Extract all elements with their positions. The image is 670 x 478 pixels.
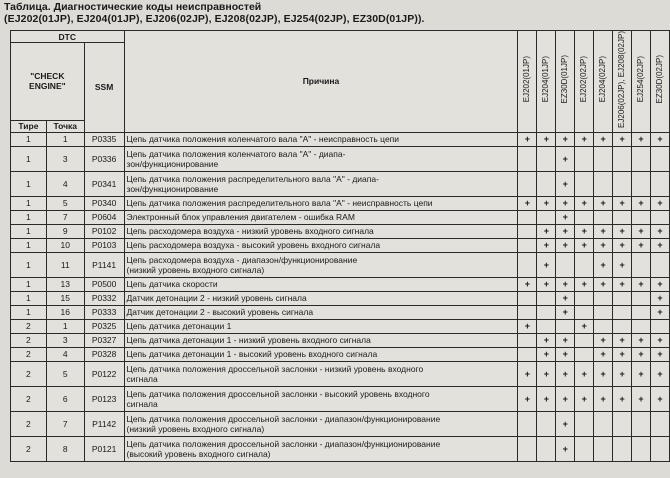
applicability-mark: + (613, 196, 632, 210)
point-cell: 1 (46, 132, 84, 146)
applicability-mark (594, 319, 613, 333)
applicability-mark (632, 171, 651, 196)
ssm-code-cell: P0103 (84, 238, 124, 252)
table-subtitle: (EJ202(01JP), EJ204(01JP), EJ206(02JP), EJ208(02JP), EJ254(02JP), EZ30D(01JP)). (4, 13, 425, 25)
applicability-mark (632, 146, 651, 171)
applicability-mark (594, 436, 613, 461)
applicability-mark (575, 171, 594, 196)
applicability-mark (537, 291, 556, 305)
applicability-mark (518, 291, 537, 305)
applicability-mark: + (613, 238, 632, 252)
applicability-mark (518, 347, 537, 361)
cause-line: Цепь датчика детонации 1 (126, 321, 232, 332)
ssm-code-cell: P0500 (84, 277, 124, 291)
applicability-mark: + (594, 196, 613, 210)
applicability-mark: + (556, 347, 575, 361)
type-cell: 1 (11, 132, 47, 146)
cause-cell (124, 210, 518, 224)
engine-header: EJ204(02JP) (594, 31, 613, 133)
engine-header: EJ202(02JP) (575, 31, 594, 133)
applicability-mark: + (518, 277, 537, 291)
applicability-mark: + (556, 411, 575, 436)
applicability-mark: + (537, 333, 556, 347)
engine-header: EJ254(02JP) (632, 31, 651, 133)
point-cell: 1 (46, 319, 84, 333)
point-cell: 6 (46, 386, 84, 411)
point-cell: 7 (46, 411, 84, 436)
cause-line: зон/функционирование (126, 158, 219, 169)
applicability-mark: + (594, 361, 613, 386)
applicability-mark (575, 333, 594, 347)
applicability-mark: + (556, 277, 575, 291)
applicability-mark: + (537, 347, 556, 361)
applicability-mark (556, 252, 575, 277)
applicability-mark: + (556, 224, 575, 238)
cause-line: (высокий уровень входного сигнала) (126, 448, 271, 459)
applicability-mark (575, 252, 594, 277)
applicability-mark: + (537, 196, 556, 210)
applicability-mark (613, 291, 632, 305)
engine-header: EJ202(01JP) (518, 31, 537, 133)
applicability-mark: + (613, 224, 632, 238)
ssm-code-cell: P1142 (84, 411, 124, 436)
applicability-mark (632, 305, 651, 319)
type-cell: 2 (11, 319, 47, 333)
cause-header: Причина (124, 31, 518, 133)
applicability-mark: + (650, 238, 669, 252)
table-row (11, 210, 670, 224)
applicability-mark: + (632, 238, 651, 252)
table-row (11, 386, 670, 411)
cause-cell (124, 436, 518, 461)
applicability-mark: + (556, 361, 575, 386)
applicability-mark: + (556, 305, 575, 319)
applicability-mark (613, 171, 632, 196)
applicability-mark (537, 146, 556, 171)
cause-cell (124, 238, 518, 252)
cause-line: сигнала (126, 398, 158, 409)
applicability-mark: + (650, 291, 669, 305)
applicability-mark: + (632, 386, 651, 411)
engine-header: EJ206(02JP), EJ208(02JP) (613, 31, 632, 133)
point-cell: 3 (46, 333, 84, 347)
applicability-mark: + (537, 224, 556, 238)
cause-line: Цепь датчика положения коленчатого вала "А" - неисправность цепи (126, 134, 400, 145)
applicability-mark: + (575, 386, 594, 411)
table-row (11, 436, 670, 461)
cause-line: Цепь датчика положения распределительного вала "А" - неисправность цепи (126, 198, 433, 209)
applicability-mark: + (556, 196, 575, 210)
ssm-code-cell: P1141 (84, 252, 124, 277)
cause-line: Цепь датчика детонации 1 - низкий уровень входного сигнала (126, 335, 371, 346)
cause-cell (124, 361, 518, 386)
type-cell: 1 (11, 196, 47, 210)
cause-line: Цепь датчика положения дроссельной заслонки - низкий уровень входного (126, 363, 424, 374)
cause-cell (124, 277, 518, 291)
cause-line: (низкий уровень входного сигнала) (126, 423, 265, 434)
ssm-code-cell: P0123 (84, 386, 124, 411)
table-row (11, 319, 670, 333)
applicability-mark (613, 210, 632, 224)
ssm-code-cell: P0121 (84, 436, 124, 461)
applicability-mark: + (575, 361, 594, 386)
applicability-mark: + (537, 361, 556, 386)
cause-cell (124, 196, 518, 210)
applicability-mark: + (556, 132, 575, 146)
point-cell: 8 (46, 436, 84, 461)
applicability-mark: + (518, 386, 537, 411)
point-cell: 11 (46, 252, 84, 277)
applicability-mark (650, 411, 669, 436)
table-row (11, 171, 670, 196)
cause-cell (124, 305, 518, 319)
table-row (11, 252, 670, 277)
cause-line: (низкий уровень входного сигнала) (126, 264, 265, 275)
applicability-mark (537, 210, 556, 224)
applicability-mark: + (594, 386, 613, 411)
applicability-mark (594, 291, 613, 305)
applicability-mark (518, 224, 537, 238)
point-cell: 4 (46, 347, 84, 361)
type-cell: 2 (11, 347, 47, 361)
applicability-mark: + (594, 347, 613, 361)
applicability-mark (575, 291, 594, 305)
applicability-mark: + (650, 386, 669, 411)
applicability-mark (575, 146, 594, 171)
cause-line: Датчик детонации 2 - высокий уровень сигнала (126, 307, 314, 318)
applicability-mark: + (537, 277, 556, 291)
applicability-mark (632, 436, 651, 461)
applicability-mark (537, 305, 556, 319)
applicability-mark (594, 171, 613, 196)
applicability-mark (650, 210, 669, 224)
table-row (11, 277, 670, 291)
applicability-mark (518, 411, 537, 436)
point-cell: 7 (46, 210, 84, 224)
applicability-mark: + (613, 386, 632, 411)
cause-cell (124, 146, 518, 171)
ssm-code-cell: P0341 (84, 171, 124, 196)
type-cell: 1 (11, 277, 47, 291)
cause-line: Цепь датчика детонации 1 - высокий уровень входного сигнала (126, 349, 378, 360)
applicability-mark: + (594, 132, 613, 146)
point-cell: 9 (46, 224, 84, 238)
applicability-mark: + (537, 252, 556, 277)
applicability-mark: + (518, 361, 537, 386)
cause-cell (124, 291, 518, 305)
ssm-code-cell: P0325 (84, 319, 124, 333)
applicability-mark: + (613, 252, 632, 277)
applicability-mark (594, 146, 613, 171)
applicability-mark (518, 252, 537, 277)
table-row (11, 333, 670, 347)
ssm-code-cell: P0122 (84, 361, 124, 386)
type-header: Тире (11, 120, 47, 132)
applicability-mark: + (632, 132, 651, 146)
type-cell: 1 (11, 146, 47, 171)
applicability-mark: + (594, 252, 613, 277)
applicability-mark (518, 305, 537, 319)
applicability-mark: + (613, 277, 632, 291)
point-cell: 10 (46, 238, 84, 252)
cause-cell (124, 319, 518, 333)
engine-header: EZ30D(01JP) (556, 31, 575, 133)
ssm-header: SSM (84, 43, 124, 133)
type-cell: 2 (11, 411, 47, 436)
ssm-code-cell: P0327 (84, 333, 124, 347)
applicability-mark (518, 171, 537, 196)
engine-header: EZ30D(02JP) (650, 31, 669, 133)
cause-line: сигнала (126, 373, 158, 384)
applicability-mark: + (537, 238, 556, 252)
applicability-mark (518, 238, 537, 252)
applicability-mark: + (650, 196, 669, 210)
type-cell: 1 (11, 210, 47, 224)
applicability-mark (632, 252, 651, 277)
type-cell: 1 (11, 238, 47, 252)
applicability-mark: + (613, 361, 632, 386)
point-cell: 4 (46, 171, 84, 196)
cause-line: Цепь датчика положения коленчатого вала "А" - диапа- (126, 148, 346, 159)
applicability-mark (594, 411, 613, 436)
applicability-mark (650, 319, 669, 333)
table-title: Таблица. Диагностические коды неисправностей (4, 1, 262, 13)
applicability-mark: + (650, 224, 669, 238)
applicability-mark (575, 347, 594, 361)
ssm-code-cell: P0340 (84, 196, 124, 210)
applicability-mark: + (537, 132, 556, 146)
applicability-mark (650, 146, 669, 171)
applicability-mark: + (613, 347, 632, 361)
applicability-mark: + (575, 319, 594, 333)
applicability-mark (537, 411, 556, 436)
type-cell: 2 (11, 386, 47, 411)
cause-line: Цепь датчика положения дроссельной заслонки - высокий уровень входного (126, 388, 430, 399)
applicability-mark (613, 319, 632, 333)
applicability-mark (537, 436, 556, 461)
check-engine-header: "CHECK ENGINE" (11, 43, 85, 121)
applicability-mark: + (556, 386, 575, 411)
ssm-code-cell: P0332 (84, 291, 124, 305)
applicability-mark (632, 291, 651, 305)
ssm-code-cell: P0604 (84, 210, 124, 224)
applicability-mark (613, 436, 632, 461)
applicability-mark (537, 319, 556, 333)
applicability-mark: + (518, 132, 537, 146)
applicability-mark (537, 171, 556, 196)
applicability-mark: + (632, 361, 651, 386)
applicability-mark: + (650, 333, 669, 347)
applicability-mark (556, 319, 575, 333)
ssm-code-cell: P0335 (84, 132, 124, 146)
table-row (11, 146, 670, 171)
point-cell: 5 (46, 196, 84, 210)
applicability-mark: + (575, 132, 594, 146)
applicability-mark: + (632, 224, 651, 238)
applicability-mark: + (556, 146, 575, 171)
table-row (11, 291, 670, 305)
applicability-mark: + (556, 171, 575, 196)
applicability-mark: + (594, 277, 613, 291)
applicability-mark: + (556, 436, 575, 461)
table-row (11, 132, 670, 146)
applicability-mark: + (556, 238, 575, 252)
applicability-mark: + (632, 196, 651, 210)
applicability-mark (650, 171, 669, 196)
engine-header: EJ204(01JP) (537, 31, 556, 133)
ssm-code-cell: P0333 (84, 305, 124, 319)
dtc-header: DTC (11, 31, 125, 43)
cause-line: Цепь расходомера воздуха - низкий уровень входного сигнала (126, 226, 374, 237)
cause-cell (124, 333, 518, 347)
applicability-mark (650, 252, 669, 277)
table-row (11, 196, 670, 210)
applicability-mark: + (575, 238, 594, 252)
applicability-mark: + (575, 277, 594, 291)
applicability-mark (613, 305, 632, 319)
applicability-mark (518, 210, 537, 224)
cause-line: Цепь датчика положения дроссельной заслонки - диапазон/функционирование (126, 413, 441, 424)
table-row (11, 361, 670, 386)
cause-line: Датчик детонации 2 - низкий уровень сигнала (126, 293, 307, 304)
type-cell: 1 (11, 252, 47, 277)
cause-line: Цепь расходомера воздуха - диапазон/функционирование (126, 254, 358, 265)
applicability-mark: + (613, 333, 632, 347)
cause-cell (124, 171, 518, 196)
applicability-mark: + (632, 333, 651, 347)
applicability-mark: + (518, 196, 537, 210)
cause-line: Цепь расходомера воздуха - высокий уровень входного сигнала (126, 240, 381, 251)
table-row (11, 238, 670, 252)
table-row (11, 411, 670, 436)
table-row (11, 305, 670, 319)
type-cell: 1 (11, 291, 47, 305)
applicability-mark: + (594, 333, 613, 347)
table-row (11, 347, 670, 361)
ssm-code-cell: P0328 (84, 347, 124, 361)
applicability-mark: + (537, 386, 556, 411)
applicability-mark (594, 305, 613, 319)
applicability-mark (518, 146, 537, 171)
applicability-mark (613, 411, 632, 436)
type-cell: 2 (11, 333, 47, 347)
cause-line: Цепь датчика положения распределительного вала "А" - диапа- (126, 173, 379, 184)
applicability-mark: + (518, 319, 537, 333)
applicability-mark (575, 305, 594, 319)
applicability-mark: + (594, 238, 613, 252)
applicability-mark (518, 333, 537, 347)
point-cell: 16 (46, 305, 84, 319)
applicability-mark (575, 411, 594, 436)
point-cell: 3 (46, 146, 84, 171)
applicability-mark: + (556, 210, 575, 224)
applicability-mark: + (650, 305, 669, 319)
cause-cell (124, 347, 518, 361)
point-header: Точка (46, 120, 84, 132)
applicability-mark: + (650, 277, 669, 291)
applicability-mark: + (556, 291, 575, 305)
applicability-mark: + (632, 277, 651, 291)
cause-line: Цепь датчика скорости (126, 279, 218, 290)
cause-line: Электронный блок управления двигателем - ошибка RAM (126, 212, 355, 223)
type-cell: 2 (11, 436, 47, 461)
applicability-mark: + (650, 132, 669, 146)
applicability-mark (594, 210, 613, 224)
ssm-code-cell: P0336 (84, 146, 124, 171)
ssm-code-cell: P0102 (84, 224, 124, 238)
type-cell: 1 (11, 171, 47, 196)
applicability-mark (613, 146, 632, 171)
cause-cell (124, 411, 518, 436)
applicability-mark: + (594, 224, 613, 238)
point-cell: 13 (46, 277, 84, 291)
table-row (11, 224, 670, 238)
cause-cell (124, 252, 518, 277)
applicability-mark: + (575, 196, 594, 210)
cause-line: Цепь датчика положения дроссельной заслонки - диапазон/функционирование (126, 438, 441, 449)
cause-cell (124, 132, 518, 146)
dtc-table (10, 30, 670, 462)
applicability-mark: + (632, 347, 651, 361)
applicability-mark (650, 436, 669, 461)
applicability-mark: + (650, 347, 669, 361)
applicability-mark (575, 210, 594, 224)
type-cell: 2 (11, 361, 47, 386)
type-cell: 1 (11, 305, 47, 319)
point-cell: 15 (46, 291, 84, 305)
applicability-mark (632, 210, 651, 224)
applicability-mark: + (556, 333, 575, 347)
point-cell: 5 (46, 361, 84, 386)
applicability-mark: + (650, 361, 669, 386)
applicability-mark: + (613, 132, 632, 146)
applicability-mark (632, 411, 651, 436)
applicability-mark (632, 319, 651, 333)
applicability-mark: + (575, 224, 594, 238)
applicability-mark (575, 436, 594, 461)
cause-cell (124, 224, 518, 238)
cause-cell (124, 386, 518, 411)
type-cell: 1 (11, 224, 47, 238)
applicability-mark (518, 436, 537, 461)
cause-line: зон/функционирование (126, 183, 219, 194)
